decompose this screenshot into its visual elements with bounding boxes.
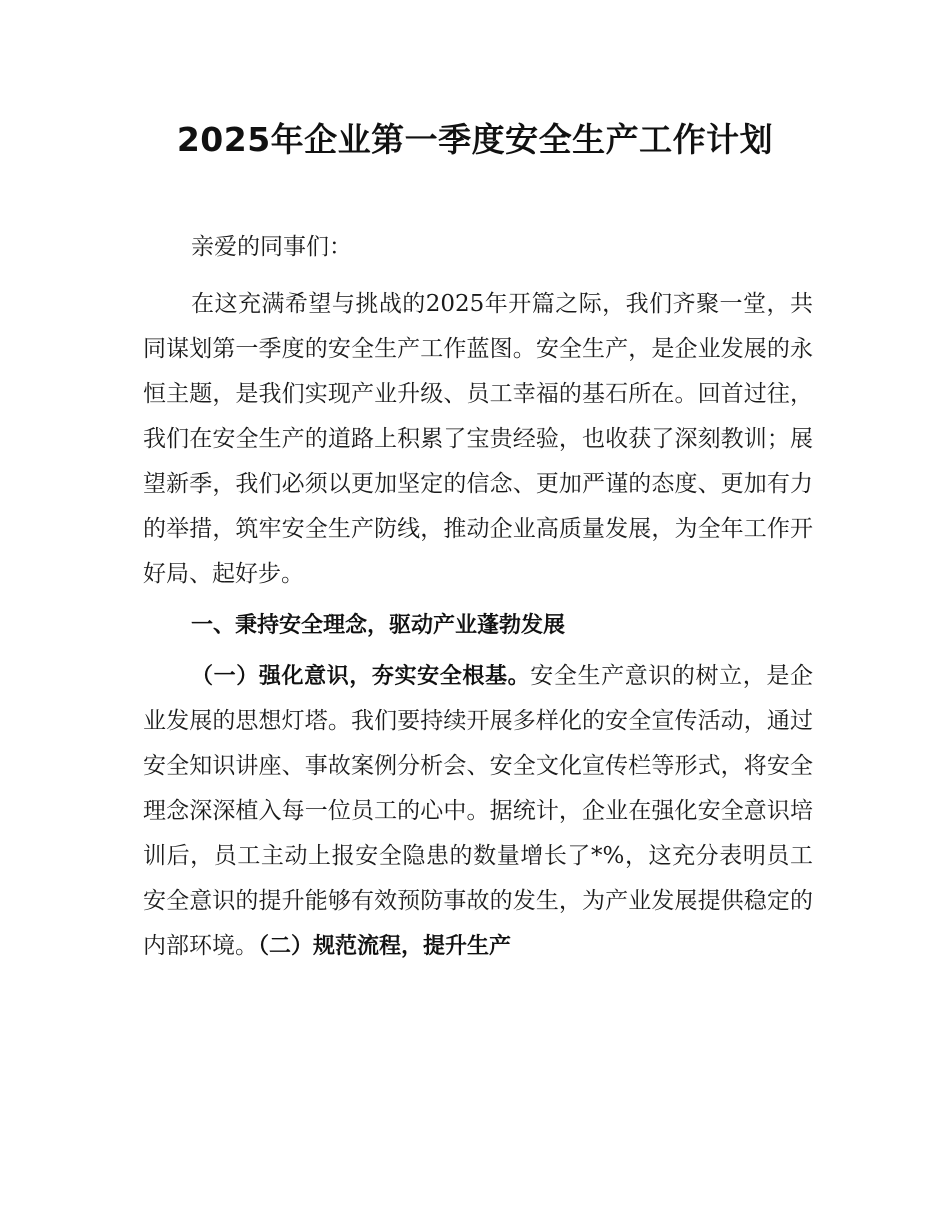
document-title: 2025年企业第一季度安全生产工作计划 <box>176 120 774 159</box>
intro-paragraph: 在这充满希望与挑战的2025年开篇之际，我们齐聚一堂，共同谋划第一季度的安全生产工作蓝图。安全生产，是企业发展的永恒主题，是我们实现产业升级、员工幸福的基石所在。回首过往，我们在安全生产的道路上积累了宝贵经验，也收获了深刻教训；展望新季，我们必须以更加坚定的信念、更加严谨的态度、更加有力的举措，筑牢安全生产防线，推动企业高质量发展，为全年工作开好局、起好步。 <box>143 291 813 587</box>
subsection-paragraph-1 <box>143 654 813 969</box>
document-body <box>143 225 813 969</box>
greeting: 亲爱的同事们： <box>191 234 352 260</box>
section-heading-1: 一、秉持安全理念，驱动产业蓬勃发展 <box>191 613 566 638</box>
subsection-text-1: 安全生产意识的树立，是企业发展的思想灯塔。我们要持续开展多样化的安全宣传活动，通过安全知识讲座、事故案例分析会、安全文化宣传栏等形式，将安全理念深深植入每一位员工的心中。据统计，企业在强化安全意识培训后，员工主动上报安全隐患的数量增长了*%，这充分表明员工安全意识的提升能够有效预防事故的发生，为产业发展提供稳定的内部环境。 <box>143 663 813 959</box>
subsection-heading-1: （一）强化意识，夯实安全根基。 <box>191 664 531 689</box>
subsection-heading-2: （二）规范流程，提升生产 <box>258 934 512 959</box>
